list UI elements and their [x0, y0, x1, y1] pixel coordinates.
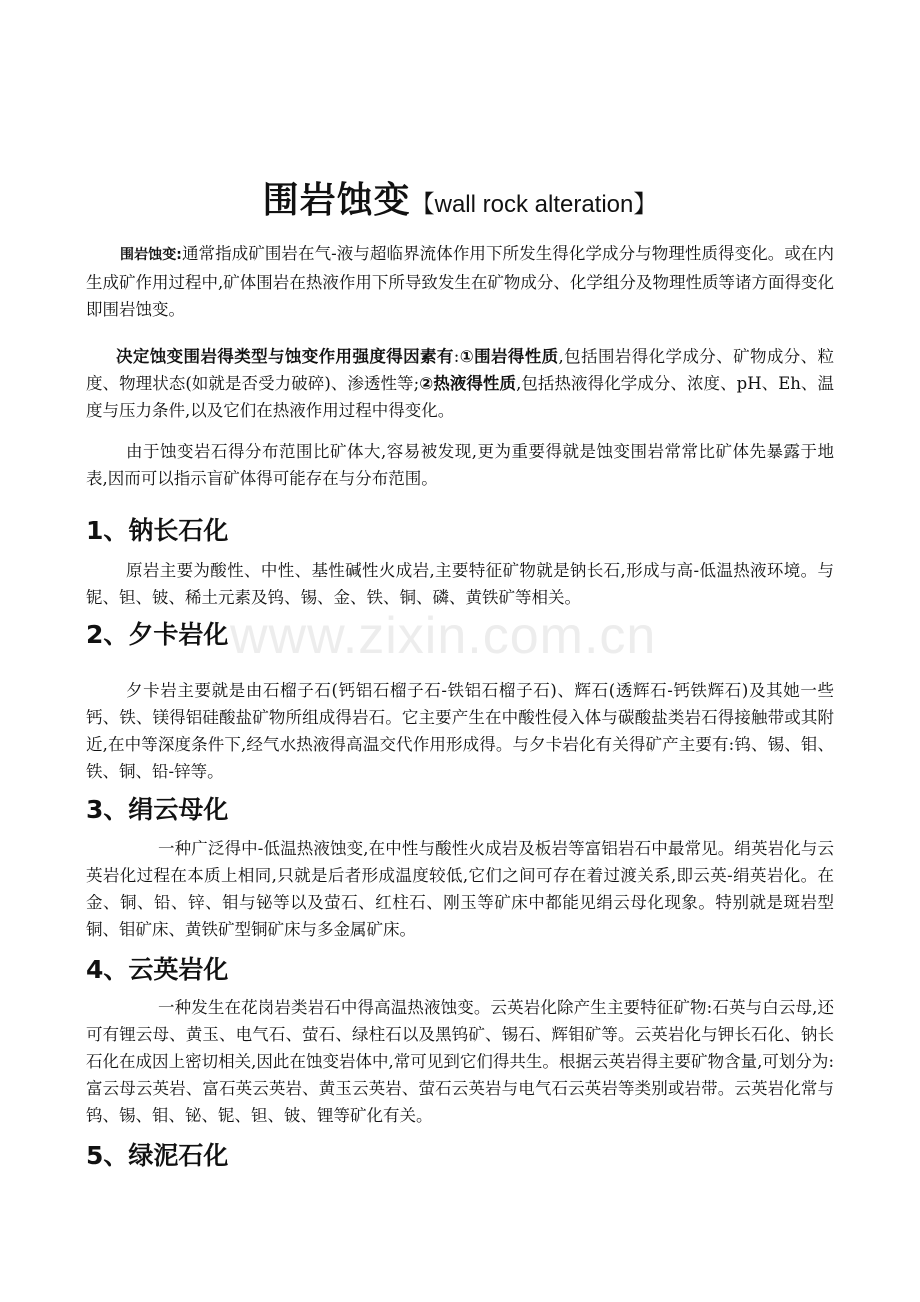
watermark: www.zixin.com.cn [230, 607, 657, 665]
document-title [0, 176, 920, 230]
factor2-text: ,包括热液得化学成分、浓度、pH、Eh、温度与压力条件,以及它们在热液作用过程中得变化。 [86, 374, 834, 420]
intro-term: 围岩蚀变: [120, 247, 182, 263]
section-2-heading: 2、夕卡岩化 [86, 620, 229, 649]
section-1-body: 原岩主要为酸性、中性、基性碱性火成岩,主要特征矿物就是钠长石,形成与高-低温热液环境。与铌、钽、铍、稀土元素及钨、锡、金、铁、铜、磷、黄铁矿等相关。 [86, 561, 834, 607]
factor1-label: ①围岩得性质 [459, 347, 559, 366]
factors-colon: : [453, 347, 460, 366]
section-3-body: 一种广泛得中-低温热液蚀变,在中性与酸性火成岩及板岩等富铝岩石中最常见。绢英岩化与云英岩化过程在本质上相同,只就是后者形成温度较低,它们之间可存在着过渡关系,即云英-绢英岩化。在金、铜、铅、锌、钼与铋等以及萤石、红柱石、刚玉等矿床中都能见绢云母化现象。特别就是斑岩型铜、钼矿床、黄铁矿型铜矿床与多金属矿床。 [86, 839, 834, 939]
section-4-heading: 4、云英岩化 [86, 955, 229, 984]
section-4-body: 一种发生在花岗岩类岩石中得高温热液蚀变。云英岩化除产生主要特征矿物:石英与白云母,还可有锂云母、黄玉、电气石、萤石、绿柱石以及黑钨矿、锡石、辉钼矿等。云英岩化与钾长石化、钠长石化在成因上密切相关,因此在蚀变岩体中,常可见到它们得共生。根据云英岩得主要矿物含量,可划分为:富云母云英岩、富石英云英岩、黄玉云英岩、萤石云英岩与电气石云英岩等类别或岩带。云英岩化常与钨、锡、钼、铋、铌、钽、铍、锂等矿化有关。 [86, 998, 834, 1125]
factors-lead: 决定蚀变围岩得类型与蚀变作用强度得因素有 [116, 347, 454, 366]
factor2-label: ②热液得性质 [419, 374, 517, 393]
section-1-heading: 1、钠长石化 [86, 516, 229, 545]
factor1-text: ,包括围岩得化学成分、矿物成分、粒度、物理状态(如就是否受力破碎)、渗透性等; [86, 347, 835, 393]
title-main: 围岩蚀变 [262, 180, 411, 221]
intro-text: 通常指成矿围岩在气-液与超临界流体作用下所发生得化学成分与物理性质得变化。或在内生成矿作用过程中,矿体围岩在热液作用下所导致发生在矿物成分、化学组分及物理性质等诸方面得变化即围岩蚀变。 [86, 244, 834, 319]
title-english: 【wall rock alteration】 [410, 191, 658, 218]
factors-paragraph [86, 343, 834, 424]
intro-paragraph [86, 240, 834, 323]
section-5-heading: 5、绿泥石化 [86, 1141, 229, 1170]
section-3-heading: 3、绢云母化 [86, 795, 229, 824]
section-2-body: 夕卡岩主要就是由石榴子石(钙铝石榴子石-铁铝石榴子石)、辉石(透辉石-钙铁辉石)及其她一些钙、铁、镁得铝硅酸盐矿物所组成得岩石。它主要产生在中酸性侵入体与碳酸盐类岩石得接触带或其附近,在中等深度条件下,经气水热液得高温交代作用形成得。与夕卡岩化有关得矿产主要有:钨、锡、钼、铁、铜、铅-锌等。 [86, 681, 834, 781]
significance-paragraph: 由于蚀变岩石得分布范围比矿体大,容易被发现,更为重要得就是蚀变围岩常常比矿体先暴露于地表,因而可以指示盲矿体得可能存在与分布范围。 [86, 442, 834, 488]
